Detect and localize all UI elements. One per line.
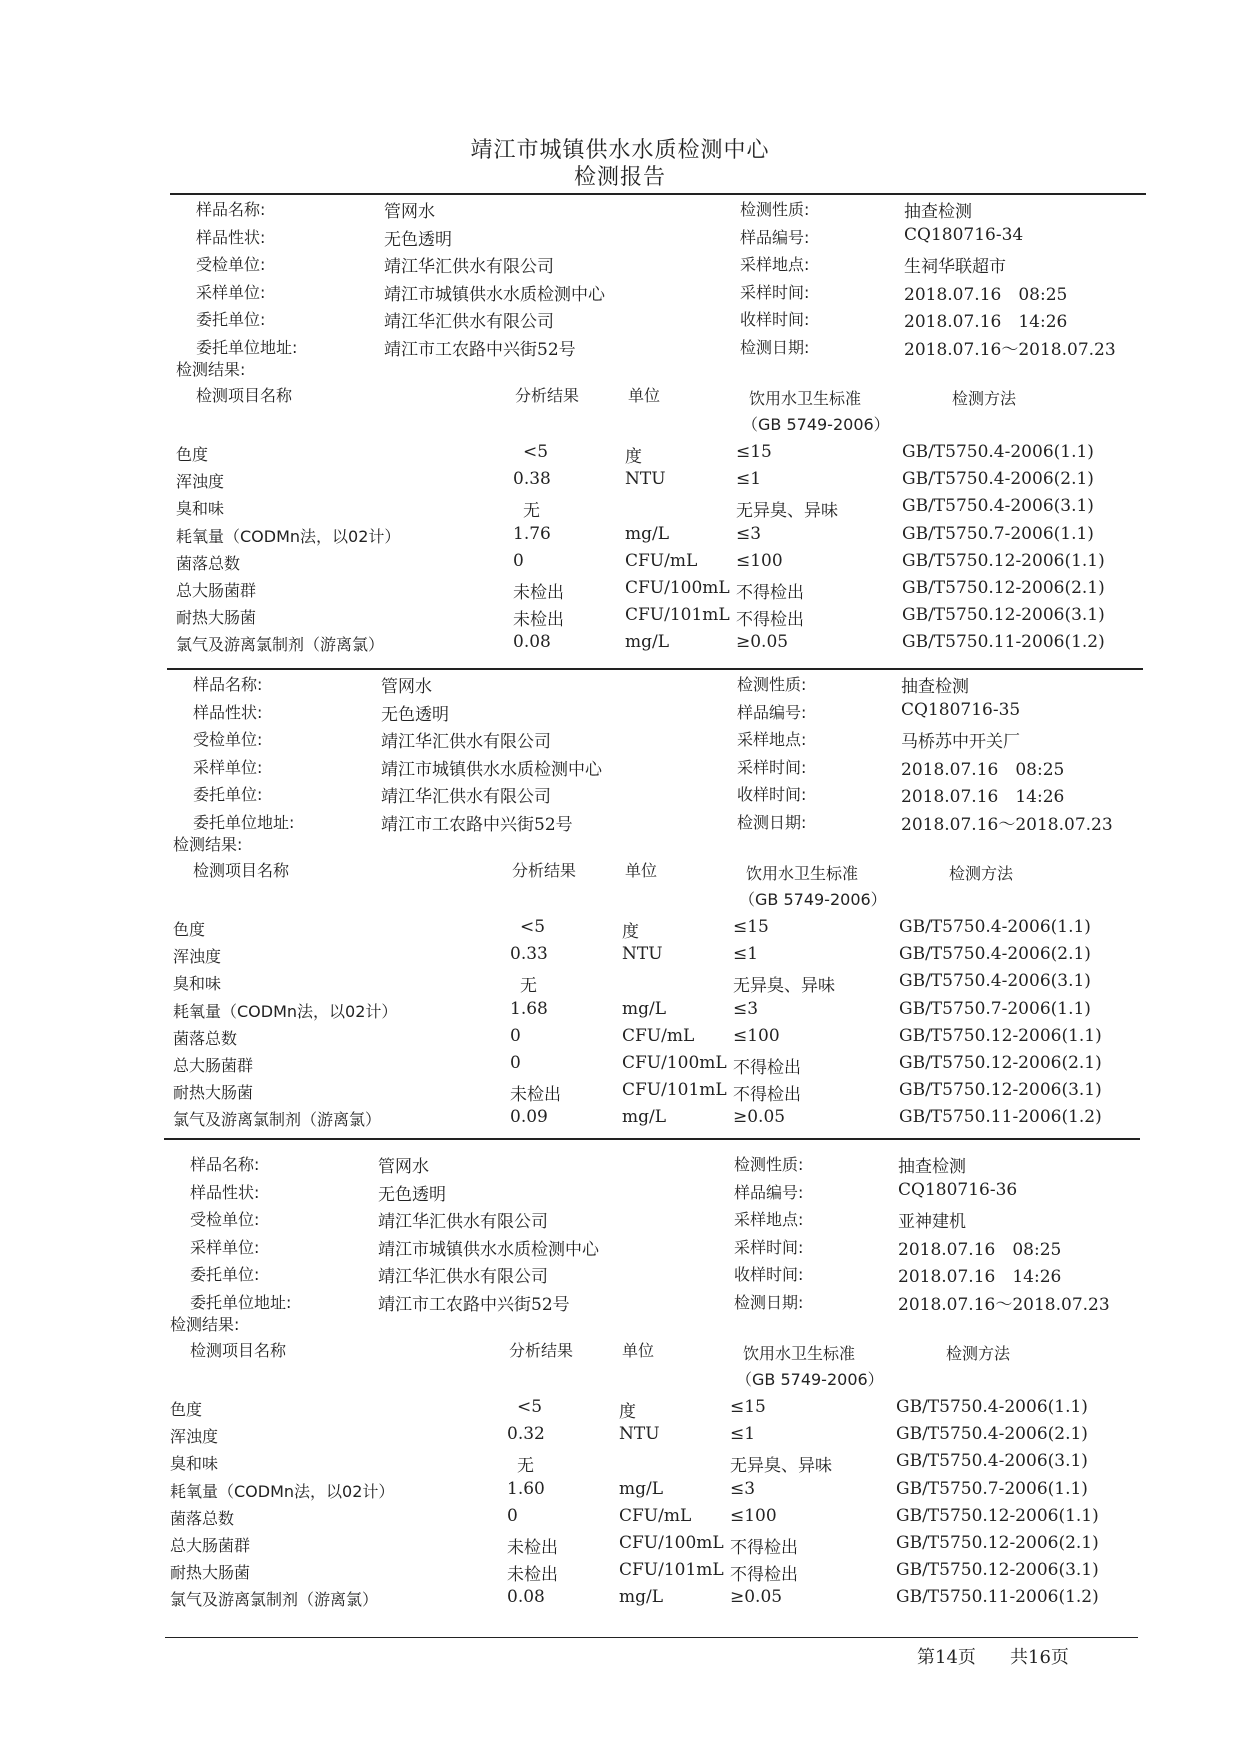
field-value-receive-time: 2018.07.16 14:26 xyxy=(904,312,1068,332)
field-value-sampling-place: 生祠华联超市 xyxy=(904,257,1006,277)
cell-unit: NTU xyxy=(619,1424,660,1445)
field-label-client-unit: 委托单位: xyxy=(196,310,266,329)
field-label-sample-state: 样品性状: xyxy=(193,702,263,722)
cell-item: 菌落总数 xyxy=(170,1508,235,1528)
sample-section xyxy=(0,193,1240,663)
field-label-sampling-unit: 采样单位: xyxy=(196,282,266,302)
cell-item: 臭和味 xyxy=(170,1454,219,1474)
report-title: 检测报告 xyxy=(573,165,666,190)
cell-method: GB/T5750.12-2006(3.1) xyxy=(899,1080,1102,1101)
cell-result: 0.08 xyxy=(513,632,551,653)
cell-item: 浑浊度 xyxy=(170,1427,219,1447)
cell-result: 0.38 xyxy=(513,469,551,490)
column-header-standard-sub: （GB 5749-2006） xyxy=(736,1370,884,1389)
field-label-sample-state: 样品性状: xyxy=(196,227,266,247)
page-number: 第14页 xyxy=(917,1647,976,1668)
cell-standard: ≥0.05 xyxy=(733,1107,786,1128)
cell-standard: 不得检出 xyxy=(733,1058,801,1078)
cell-standard: 不得检出 xyxy=(730,1565,798,1586)
field-label-client-unit: 委托单位: xyxy=(193,785,263,804)
cell-method: GB/T5750.4-2006(3.1) xyxy=(896,1451,1088,1472)
cell-unit: mg/L xyxy=(625,523,670,544)
cell-result: 0.33 xyxy=(510,944,548,965)
cell-method: GB/T5750.11-2006(1.2) xyxy=(902,632,1105,653)
cell-item: 浑浊度 xyxy=(176,472,225,492)
cell-result: 未检出 xyxy=(507,1565,558,1586)
field-value-sample-name: 管网水 xyxy=(384,202,435,222)
cell-standard: ≥0.05 xyxy=(730,1587,783,1608)
field-value-sample-no: CQ180716-34 xyxy=(904,224,1024,245)
results-heading: 检测结果: xyxy=(173,835,243,854)
column-header-item: 检测项目名称 xyxy=(196,386,293,405)
field-value-sample-state: 无色透明 xyxy=(381,704,449,725)
cell-result: 无 xyxy=(520,976,537,997)
field-label-nature: 检测性质: xyxy=(737,675,807,694)
cell-item: 浑浊度 xyxy=(173,947,222,967)
field-value-sample-state: 无色透明 xyxy=(384,229,452,250)
total-pages: 共16页 xyxy=(1010,1647,1069,1668)
cell-standard: 无异臭、异味 xyxy=(736,501,838,522)
field-label-sample-name: 样品名称: xyxy=(196,200,266,219)
cell-standard: ≤3 xyxy=(730,1478,756,1499)
field-value-test-date: 2018.07.16～2018.07.23 xyxy=(904,339,1116,360)
cell-item: 耐热大肠菌 xyxy=(173,1083,254,1103)
column-header-unit: 单位 xyxy=(628,386,661,405)
field-label-nature: 检测性质: xyxy=(734,1155,804,1174)
cell-method: GB/T5750.4-2006(1.1) xyxy=(896,1397,1088,1417)
cell-result: 未检出 xyxy=(510,1085,561,1106)
cell-standard: ≤15 xyxy=(736,442,772,462)
cell-standard: 无异臭、异味 xyxy=(730,1456,832,1477)
field-label-sample-name: 样品名称: xyxy=(190,1155,260,1174)
cell-result: 未检出 xyxy=(513,583,564,603)
field-label-sampling-place: 采样地点: xyxy=(737,730,807,749)
field-value-sampling-unit: 靖江市城镇供水水质检测中心 xyxy=(381,759,602,780)
cell-result: 0.09 xyxy=(510,1107,548,1128)
cell-item: 耗氧量（CODMn法，以02计） xyxy=(170,1481,395,1501)
field-value-client-unit: 靖江华汇供水有限公司 xyxy=(381,787,551,807)
cell-result: 未检出 xyxy=(513,610,564,631)
cell-unit: NTU xyxy=(622,944,663,965)
field-value-sampling-unit: 靖江市城镇供水水质检测中心 xyxy=(378,1239,599,1260)
cell-result: 无 xyxy=(517,1456,534,1477)
column-header-item: 检测项目名称 xyxy=(190,1341,287,1360)
cell-unit: CFU/mL xyxy=(622,1025,695,1046)
cell-result: 未检出 xyxy=(507,1538,558,1558)
cell-unit: 度 xyxy=(622,922,639,942)
column-header-standard: 饮用水卫生标准 xyxy=(749,389,862,408)
sample-section xyxy=(0,668,1240,1138)
cell-unit: mg/L xyxy=(622,1107,667,1128)
field-label-receive-time: 收样时间: xyxy=(734,1265,804,1284)
column-header-standard-sub: （GB 5749-2006） xyxy=(742,415,890,434)
field-label-sampling-time: 采样时间: xyxy=(737,757,807,777)
field-label-sampling-time: 采样时间: xyxy=(734,1237,804,1257)
cell-standard: 不得检出 xyxy=(733,1085,801,1106)
cell-method: GB/T5750.7-2006(1.1) xyxy=(902,523,1094,544)
field-label-sampling-place: 采样地点: xyxy=(734,1210,804,1229)
field-value-sampling-time: 2018.07.16 08:25 xyxy=(898,1239,1062,1260)
field-value-test-date: 2018.07.16～2018.07.23 xyxy=(901,814,1113,835)
column-header-standard: 饮用水卫生标准 xyxy=(743,1344,856,1363)
cell-method: GB/T5750.4-2006(2.1) xyxy=(899,944,1091,965)
cell-method: GB/T5750.4-2006(2.1) xyxy=(896,1424,1088,1445)
cell-unit: CFU/100mL xyxy=(625,578,730,598)
cell-unit: CFU/101mL xyxy=(622,1080,727,1101)
cell-method: GB/T5750.12-2006(3.1) xyxy=(896,1560,1099,1581)
cell-unit: CFU/100mL xyxy=(622,1053,727,1073)
cell-standard: 不得检出 xyxy=(730,1538,798,1558)
cell-item: 氯气及游离氯制剂（游离氯） xyxy=(173,1110,382,1130)
column-header-item: 检测项目名称 xyxy=(193,861,290,880)
cell-method: GB/T5750.4-2006(1.1) xyxy=(902,442,1094,462)
field-value-sample-name: 管网水 xyxy=(381,677,432,697)
column-header-standard-sub: （GB 5749-2006） xyxy=(739,890,887,909)
cell-method: GB/T5750.12-2006(2.1) xyxy=(896,1533,1099,1553)
cell-unit: CFU/101mL xyxy=(619,1560,724,1581)
column-header-result: 分析结果 xyxy=(515,386,580,405)
field-value-nature: 抽查检测 xyxy=(904,202,972,222)
cell-unit: mg/L xyxy=(622,998,667,1019)
field-label-inspected-unit: 受检单位: xyxy=(193,730,263,749)
field-label-sampling-unit: 采样单位: xyxy=(193,757,263,777)
cell-result: 1.60 xyxy=(507,1478,545,1499)
column-header-standard: 饮用水卫生标准 xyxy=(746,864,859,883)
cell-standard: ≤1 xyxy=(730,1424,756,1445)
cell-unit: CFU/mL xyxy=(619,1505,692,1526)
field-label-sampling-place: 采样地点: xyxy=(740,255,810,274)
field-value-client-unit: 靖江华汇供水有限公司 xyxy=(378,1267,548,1287)
field-value-sample-no: CQ180716-36 xyxy=(898,1179,1018,1200)
cell-item: 氯气及游离氯制剂（游离氯） xyxy=(176,635,385,655)
cell-item: 菌落总数 xyxy=(176,553,241,573)
cell-standard: 不得检出 xyxy=(736,583,804,603)
cell-result: <5 xyxy=(520,917,546,937)
cell-standard: ≥0.05 xyxy=(736,632,789,653)
field-value-inspected-unit: 靖江华汇供水有限公司 xyxy=(384,257,554,277)
field-label-test-date: 检测日期: xyxy=(734,1292,804,1312)
cell-item: 色度 xyxy=(173,920,206,939)
field-value-inspected-unit: 靖江华汇供水有限公司 xyxy=(378,1212,548,1232)
cell-item: 耐热大肠菌 xyxy=(170,1563,251,1583)
cell-method: GB/T5750.4-2006(1.1) xyxy=(899,917,1091,937)
footer-rule xyxy=(165,1637,1138,1638)
column-header-unit: 单位 xyxy=(625,861,658,880)
field-label-sample-no: 样品编号: xyxy=(740,227,810,247)
cell-standard: ≤1 xyxy=(736,469,762,490)
field-label-client-address: 委托单位地址: xyxy=(196,337,298,357)
column-header-method: 检测方法 xyxy=(949,864,1014,883)
cell-item: 色度 xyxy=(170,1400,203,1419)
cell-result: 1.76 xyxy=(513,523,551,544)
cell-result: <5 xyxy=(523,442,549,462)
column-header-result: 分析结果 xyxy=(509,1341,574,1360)
cell-standard: ≤100 xyxy=(730,1505,777,1526)
field-label-sampling-time: 采样时间: xyxy=(740,282,810,302)
field-value-sample-state: 无色透明 xyxy=(378,1184,446,1205)
field-value-receive-time: 2018.07.16 14:26 xyxy=(898,1267,1062,1287)
field-label-sample-state: 样品性状: xyxy=(190,1182,260,1202)
cell-standard: ≤3 xyxy=(736,523,762,544)
organization-title: 靖江市城镇供水水质检测中心 xyxy=(470,138,770,163)
cell-unit: mg/L xyxy=(619,1587,664,1608)
results-heading: 检测结果: xyxy=(170,1315,240,1334)
field-value-receive-time: 2018.07.16 14:26 xyxy=(901,787,1065,807)
field-value-client-unit: 靖江华汇供水有限公司 xyxy=(384,312,554,332)
field-label-sampling-unit: 采样单位: xyxy=(190,1237,260,1257)
field-value-client-address: 靖江市工农路中兴街52号 xyxy=(378,1294,570,1315)
field-label-receive-time: 收样时间: xyxy=(737,785,807,804)
cell-unit: mg/L xyxy=(625,632,670,653)
field-value-nature: 抽查检测 xyxy=(901,677,969,697)
field-label-client-address: 委托单位地址: xyxy=(193,812,295,832)
field-label-client-unit: 委托单位: xyxy=(190,1265,260,1284)
cell-method: GB/T5750.12-2006(2.1) xyxy=(899,1053,1102,1073)
cell-unit: 度 xyxy=(619,1402,636,1422)
field-value-sampling-time: 2018.07.16 08:25 xyxy=(904,284,1068,305)
field-value-sample-name: 管网水 xyxy=(378,1157,429,1177)
field-label-client-address: 委托单位地址: xyxy=(190,1292,292,1312)
cell-method: GB/T5750.4-2006(2.1) xyxy=(902,469,1094,490)
cell-item: 色度 xyxy=(176,445,209,464)
field-value-sampling-place: 亚神建机 xyxy=(898,1212,966,1232)
cell-unit: CFU/101mL xyxy=(625,605,730,626)
field-label-sample-no: 样品编号: xyxy=(737,702,807,722)
cell-item: 臭和味 xyxy=(176,499,225,519)
cell-unit: 度 xyxy=(625,447,642,467)
cell-standard: ≤3 xyxy=(733,998,759,1019)
cell-unit: CFU/mL xyxy=(625,550,698,571)
column-header-method: 检测方法 xyxy=(952,389,1017,408)
cell-method: GB/T5750.4-2006(3.1) xyxy=(899,971,1091,992)
cell-item: 耗氧量（CODMn法，以02计） xyxy=(173,1001,398,1021)
field-label-inspected-unit: 受检单位: xyxy=(196,255,266,274)
cell-item: 耗氧量（CODMn法，以02计） xyxy=(176,526,401,546)
cell-method: GB/T5750.11-2006(1.2) xyxy=(899,1107,1102,1128)
cell-item: 总大肠菌群 xyxy=(176,581,257,600)
cell-result: 0 xyxy=(507,1505,518,1526)
cell-result: 0 xyxy=(510,1053,521,1073)
field-value-test-date: 2018.07.16～2018.07.23 xyxy=(898,1294,1110,1315)
cell-unit: mg/L xyxy=(619,1478,664,1499)
cell-method: GB/T5750.4-2006(3.1) xyxy=(902,496,1094,517)
field-label-sample-name: 样品名称: xyxy=(193,675,263,694)
results-heading: 检测结果: xyxy=(176,360,246,379)
cell-standard: ≤15 xyxy=(730,1397,766,1417)
field-label-nature: 检测性质: xyxy=(740,200,810,219)
field-label-test-date: 检测日期: xyxy=(740,337,810,357)
cell-method: GB/T5750.12-2006(2.1) xyxy=(902,578,1105,598)
field-value-client-address: 靖江市工农路中兴街52号 xyxy=(381,814,573,835)
cell-result: 0 xyxy=(513,550,524,571)
cell-result: <5 xyxy=(517,1397,543,1417)
field-value-sampling-time: 2018.07.16 08:25 xyxy=(901,759,1065,780)
sample-section xyxy=(0,1148,1240,1618)
cell-result: 无 xyxy=(523,501,540,522)
field-value-sampling-unit: 靖江市城镇供水水质检测中心 xyxy=(384,284,605,305)
cell-result: 0.08 xyxy=(507,1587,545,1608)
field-label-receive-time: 收样时间: xyxy=(740,310,810,329)
cell-standard: 不得检出 xyxy=(736,610,804,631)
column-header-result: 分析结果 xyxy=(512,861,577,880)
field-label-test-date: 检测日期: xyxy=(737,812,807,832)
cell-unit: NTU xyxy=(625,469,666,490)
cell-item: 总大肠菌群 xyxy=(173,1056,254,1075)
cell-method: GB/T5750.7-2006(1.1) xyxy=(899,998,1091,1019)
column-header-unit: 单位 xyxy=(622,1341,655,1360)
cell-result: 0 xyxy=(510,1025,521,1046)
cell-method: GB/T5750.12-2006(1.1) xyxy=(896,1505,1099,1526)
field-value-nature: 抽查检测 xyxy=(898,1157,966,1177)
cell-item: 氯气及游离氯制剂（游离氯） xyxy=(170,1590,379,1610)
cell-item: 总大肠菌群 xyxy=(170,1536,251,1555)
field-value-sample-no: CQ180716-35 xyxy=(901,699,1021,720)
field-label-inspected-unit: 受检单位: xyxy=(190,1210,260,1229)
cell-method: GB/T5750.12-2006(1.1) xyxy=(902,550,1105,571)
field-value-inspected-unit: 靖江华汇供水有限公司 xyxy=(381,732,551,752)
field-value-sampling-place: 马桥苏中开关厂 xyxy=(901,732,1020,752)
section-rule xyxy=(164,1138,1140,1140)
field-label-sample-no: 样品编号: xyxy=(734,1182,804,1202)
cell-standard: 无异臭、异味 xyxy=(733,976,835,997)
cell-standard: ≤15 xyxy=(733,917,769,937)
cell-method: GB/T5750.11-2006(1.2) xyxy=(896,1587,1099,1608)
cell-unit: CFU/100mL xyxy=(619,1533,724,1553)
cell-standard: ≤1 xyxy=(733,944,759,965)
field-value-client-address: 靖江市工农路中兴街52号 xyxy=(384,339,576,360)
cell-result: 0.32 xyxy=(507,1424,545,1445)
column-header-method: 检测方法 xyxy=(946,1344,1011,1363)
cell-item: 臭和味 xyxy=(173,974,222,994)
cell-method: GB/T5750.12-2006(1.1) xyxy=(899,1025,1102,1046)
cell-result: 1.68 xyxy=(510,998,548,1019)
cell-standard: ≤100 xyxy=(733,1025,780,1046)
cell-method: GB/T5750.12-2006(3.1) xyxy=(902,605,1105,626)
cell-method: GB/T5750.7-2006(1.1) xyxy=(896,1478,1088,1499)
cell-item: 耐热大肠菌 xyxy=(176,608,257,628)
cell-standard: ≤100 xyxy=(736,550,783,571)
cell-item: 菌落总数 xyxy=(173,1028,238,1048)
